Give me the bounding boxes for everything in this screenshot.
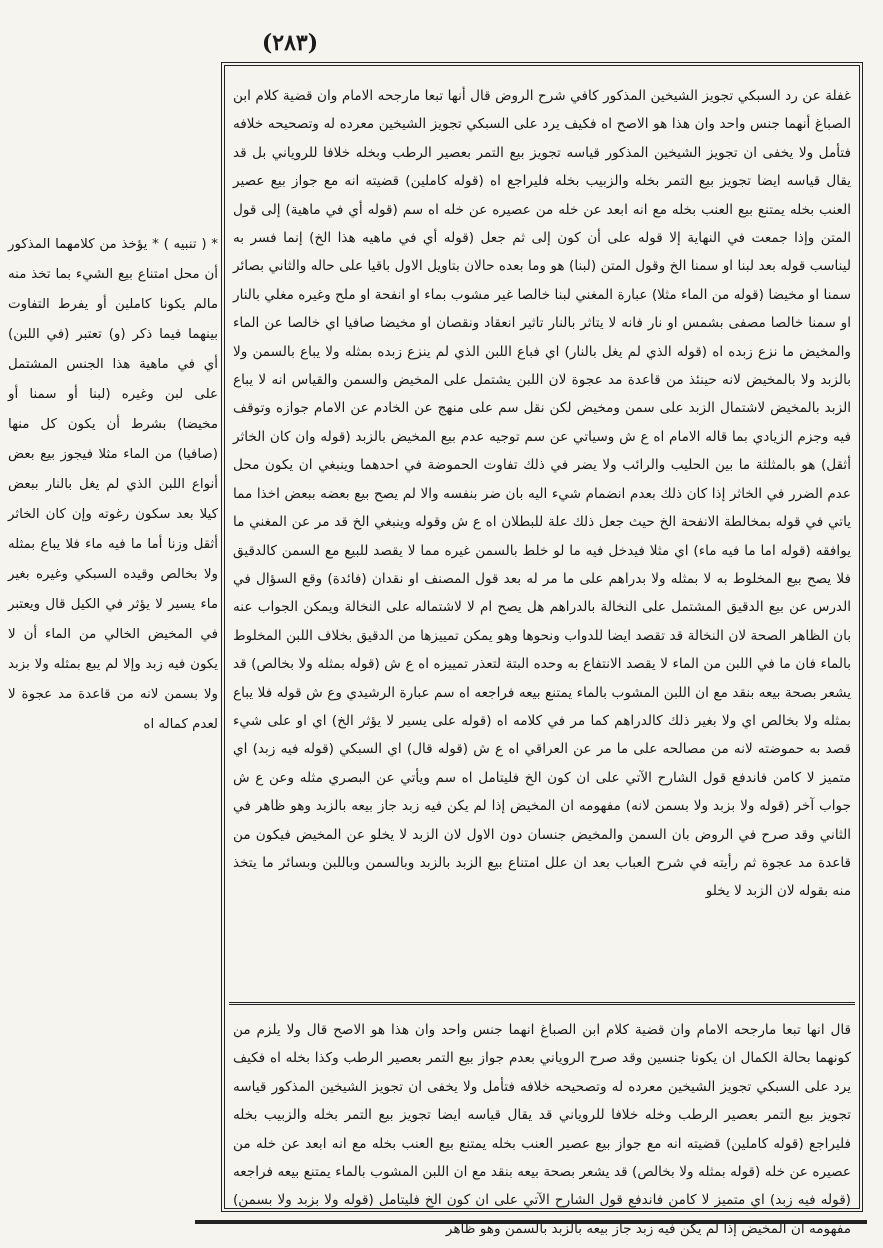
section-divider (229, 1002, 855, 1005)
commentary-paragraph-lower: قال انها تبعا مارجحه الامام وان قضية كلام ابن الصباغ انهما جنس واحد وان هذا هو الاصح قال ولا يلزم من كونهما بحالة الكمال ان يكونا جنسين وقد صرح الروياني بعدم جواز بيع التمر بعصير الرطب وكذا بخله اه فكيف يرد على السبكي تجويز الشيخين معرده له وتصحيحه خلافه فتأمل ولا يخفى ان تجويز الشيخين المذكور قياسه تجويز بيع التمر بعصير الرطب وخله خلافا للروياني قد يقال قياسه ايضا تجويز بيع التمر بخله والزبيب بخله فليراجع (قوله كاملين) قضيته انه مع جواز بيع عصير العنب بخله يمتنع بيع العنب بخله مع انه ابعد عن خله من عصيره عن خله (قوله بمثله ولا بخالص) قد يشعر بصحة بيعه بنقد مع ان اللبن المشوب بالماء يمتنع بيعه فراجعه (قوله فيه زبد) اي متميز لا كامن فاندفع قول الشارح الآتي على ان كون الخ فليتامل (قوله ولا بزبد ولا بسمن) مفهومه ان المخيض إذا لم يكن فيه زبد جاز بيعه بالزبد بالسمن وهو ظاهر (233, 1022, 851, 1237)
bottom-rule (195, 1220, 867, 1224)
page-number: (٢٨٣) (261, 30, 319, 56)
main-text-frame (221, 62, 863, 1237)
commentary-paragraph: غفلة عن رد السبكي تجويز الشيخين المذكور كافي شرح الروض قال أنها تبعا مارجحه الامام وان قضية كلام ابن الصباغ أنهما جنس واحد وان هذا هو الاصح اه فكيف يرد على السبكي تجويز الشيخين معرده له وتصحيحه خلافه فتأمل ولا يخفى ان تجويز الشيخين المذكور قياسه تجويز بيع التمر بعصير الرطب وبخله خلافا للروياني بل قد يقال قياسه ايضا تجويز بيع التمر بخله والزبيب بخله فليراجع اه (قوله كاملين) قضيته انه مع جواز بيع عصير العنب بخله يمتنع بيع العنب بخله مع انه ابعد عن خله من عصيره عن خله اه سم (قوله أي في ماهية) إلى قول المتن وإذا جمعت في النهاية إلا قوله على أن كون إلى ثم جعل (قوله أي في ماهيه هذا الخ) إنما فسر به ليناسب قوله بعد لبنا او سمنا الخ وقول المتن (لبنا) هو وما بعده حالان بتاويل الاول باقيا على حاله والثاني بصائر سمنا او مخيضا (قوله من الماء مثلا) عبارة المغني لبنا خالصا غير مشوب بماء او انفحة او ملح وغيره مغلي بالنار او سمنا خالصا مصفى بشمس او نار فانه لا يتاثر بالنار تاثير انعقاد ونقصان او مخيضا صافيا اي خالصا عن الماء والمخيض ما نزع زبده اه (قوله الذي لم يغل بالنار) اي فباع اللبن الذي لم ينزع زبده بمثله ولا يباع بالسمن ولا بالزبد ولا بالمخيض لانه حينئذ من قاعدة مد عجوة لان اللبن يشتمل على المخيض والسمن والقياس انه لا يباع الزبد بالمخيض لاشتمال الزبد على سمن ومخيض لكن نقل سم على منهج عن الخادم عن الامام جوازه وتوقف فيه وجزم الزيادي بما قاله الامام اه ع ش وسياتي عن سم توجيه عدم بيع المخيض بالزبد (قوله وان كان الخاثر أثقل) هو بالمثلثة ما بين الحليب والرائب ولا يضر في ذلك تفاوت الحموضة في احدهما وينبغي ان يكون محل عدم الضرر في الخاثر إذا كان ذلك بعدم انضمام شيء اليه بان ضر بنفسه والا لم يصح بيع بعضه ببعض اخذا مما ياتي في قوله بمخالطة الانفحة الخ حيث جعل ذلك علة للبطلان اه ع ش وقوله وينبغي الخ قد مر عن المغني ما يوافقه (قوله اما ما فيه ماء) اي مثلا فيدخل فيه ما لو خلط بالسمن غيره مما لا يقصد للبيع مع السمن كالدقيق فلا يصح بيع المخلوط به لا بمثله ولا بدراهم على ما مر له بعد قول المصنف او نقدان (فائدة) وقع السؤال في الدرس عن بيع الدقيق المشتمل على النخالة بالدراهم هل يصح ام لا لاشتماله على النخالة ويمكن الجواب عنه بان الظاهر الصحة لان النخالة قد تقصد ايضا للدواب ونحوها وهو يمكن تمييزها من الدقيق بخلاف اللبن المخلوط بالماء فان ما في اللبن من الماء لا يقصد الانتفاع به وحده البتة لتعذر تمييزه اه ع ش (قوله بمثله ولا بخالص) قد يشعر بصحة بيعه بنقد مع ان اللبن المشوب بالماء يمتنع بيعه فراجعه اه سم عبارة الرشيدي وع ش قوله فلا يباع بمثله ولا بخالص اي ولا بغير ذلك كالدراهم كما مر في كلامه اه (قوله على يسير لا يؤثر الخ) اي او على شيء قصد به حموضته لانه من مصالحه على ما مر عن العراقي اه ع ش (قوله قال) اي السبكي (قوله فيه زبد) اي متميز لا كامن فاندفع قول الشارح الآتي على ان كون الخ فليتامل اه سم ويأتي عن البصري مثله وعن ع ش جواب آخر (قوله ولا بزبد ولا بسمن لانه) مفهومه ان المخيض إذا لم يكن فيه زبد جاز بيعه بالزبد وهو ظاهر في الثاني وقد صرح في الروض بان السمن والمخيض جنسان دون الاول لان الزبد لا يخلو عن المخيض فيكون من قاعدة مد عجوة ثم رأيته في شرح العباب بعد ان علل امتناع بيع الزبد بالزبد وبالسمن وباللبن وبسائر ما يتخذ منه بقوله لان الزبد لا يخلو (233, 88, 851, 900)
commentary-text-upper (233, 82, 851, 1000)
margin-note-text: * ( تنبيه ) * يؤخذ من كلامهما المذكور أن محل امتناع بيع الشيء بما تخذ منه مالم يكونا كاملين أو يفرط التفاوت بينهما فيما ذكر (و) تعتبر (في اللبن) أي في ماهية هذا الجنس المشتمل على لبن وغيره (لبنا أو سمنا أو مخيضا) بشرط أن يكون كل منها (صافيا) من الماء مثلا فيجوز بيع بعض أنواع اللبن الذي لم يغل بالنار ببعض كيلا بعد سكون رغوته وإن كان الخاثر أثقل وزنا أما ما فيه ماء فلا يباع بمثله ولا بخالص وقيده السبكي وغيره بغير ماء يسير لا يؤثر في الكيل قال ويعتبر في المخيض الخالي من الماء أن لا يكون فيه زبد وإلا لم يبع بمثله ولا بزبد ولا بسمن لانه من قاعدة مد عجوة لا لعدم كماله اه (8, 237, 218, 732)
margin-note (8, 230, 218, 732)
commentary-text-lower (233, 1016, 851, 1237)
